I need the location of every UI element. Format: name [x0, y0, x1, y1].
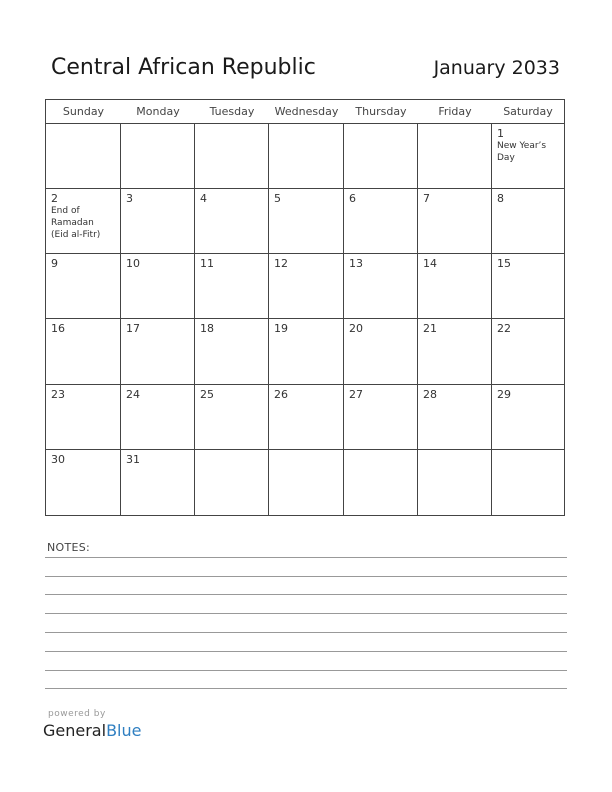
day-cell — [344, 385, 418, 450]
notes-label: NOTES: — [47, 541, 91, 554]
brand-blue: Blue — [106, 721, 142, 740]
day-cell — [121, 254, 195, 319]
day-cell — [121, 450, 195, 515]
day-number: 21 — [423, 322, 437, 336]
day-cell — [195, 385, 269, 450]
day-cell — [492, 189, 564, 254]
day-cell — [269, 124, 344, 189]
day-number: 26 — [274, 387, 288, 401]
day-cell — [344, 254, 418, 319]
day-cell — [344, 450, 418, 515]
day-cell — [418, 319, 492, 384]
day-cell — [418, 450, 492, 515]
day-number: 13 — [349, 257, 363, 271]
day-number: 3 — [126, 192, 133, 206]
day-cell — [344, 319, 418, 384]
calendar-grid — [45, 99, 565, 516]
weekday-header: Friday — [418, 100, 492, 124]
day-cell — [121, 319, 195, 384]
day-number: 27 — [349, 387, 363, 401]
day-cell — [46, 319, 121, 384]
notes-line — [45, 688, 567, 689]
day-number: 12 — [274, 257, 288, 271]
day-number: 28 — [423, 387, 437, 401]
day-number: 30 — [51, 452, 65, 466]
day-cell — [269, 189, 344, 254]
notes-line — [45, 651, 567, 652]
month-title: January 2033 — [433, 57, 560, 79]
weekday-header: Thursday — [344, 100, 418, 124]
day-cell — [269, 254, 344, 319]
day-cell — [121, 124, 195, 189]
weekday-header: Sunday — [46, 100, 121, 124]
weekday-header: Wednesday — [269, 100, 344, 124]
day-cell — [121, 385, 195, 450]
day-cell — [195, 189, 269, 254]
day-cell — [269, 319, 344, 384]
day-cell — [269, 385, 344, 450]
day-cell — [195, 254, 269, 319]
day-number: 31 — [126, 452, 140, 466]
notes-line — [45, 670, 567, 671]
notes-line — [45, 632, 567, 633]
country-title: Central African Republic — [51, 55, 316, 80]
day-number: 8 — [497, 192, 504, 206]
day-number: 6 — [349, 192, 356, 206]
day-cell — [195, 124, 269, 189]
day-cell — [121, 189, 195, 254]
day-cell — [344, 124, 418, 189]
holiday-label: End of Ramadan (Eid al-Fitr) — [51, 206, 101, 241]
day-cell — [46, 450, 121, 515]
day-number: 11 — [200, 257, 214, 271]
day-number: 19 — [274, 322, 288, 336]
weekday-header: Monday — [121, 100, 195, 124]
day-cell — [418, 254, 492, 319]
day-number: 10 — [126, 257, 140, 271]
day-cell — [46, 385, 121, 450]
day-number: 14 — [423, 257, 437, 271]
day-number: 9 — [51, 257, 58, 271]
day-cell — [418, 189, 492, 254]
brand-general: General — [43, 721, 107, 740]
day-number: 20 — [349, 322, 363, 336]
brand-logo — [43, 721, 141, 740]
day-number: 23 — [51, 387, 65, 401]
day-number: 2 — [51, 192, 58, 206]
day-number: 22 — [497, 322, 511, 336]
weekday-header: Saturday — [492, 100, 564, 124]
day-number: 24 — [126, 387, 140, 401]
weekday-header: Tuesday — [195, 100, 269, 124]
day-cell — [46, 124, 121, 189]
day-cell — [492, 385, 564, 450]
day-number: 29 — [497, 387, 511, 401]
notes-line — [45, 576, 567, 577]
day-cell — [418, 124, 492, 189]
holiday-label: New Year’s Day — [497, 141, 547, 163]
notes-line — [45, 557, 567, 558]
day-number: 25 — [200, 387, 214, 401]
day-cell — [46, 254, 121, 319]
day-cell — [344, 189, 418, 254]
day-cell — [195, 319, 269, 384]
notes-line — [45, 613, 567, 614]
day-number: 15 — [497, 257, 511, 271]
day-number: 4 — [200, 192, 207, 206]
day-cell — [492, 450, 564, 515]
day-number: 5 — [274, 192, 281, 206]
day-cell — [269, 450, 344, 515]
day-number: 1 — [497, 127, 504, 140]
notes-line — [45, 594, 567, 595]
day-number: 7 — [423, 192, 430, 206]
day-cell — [46, 189, 121, 254]
powered-by: powered by — [48, 709, 106, 719]
day-number: 18 — [200, 322, 214, 336]
day-number: 17 — [126, 322, 140, 336]
day-cell — [418, 385, 492, 450]
day-cell — [492, 319, 564, 384]
day-cell — [492, 254, 564, 319]
day-cell — [195, 450, 269, 515]
day-cell — [492, 124, 564, 189]
day-number: 16 — [51, 322, 65, 336]
